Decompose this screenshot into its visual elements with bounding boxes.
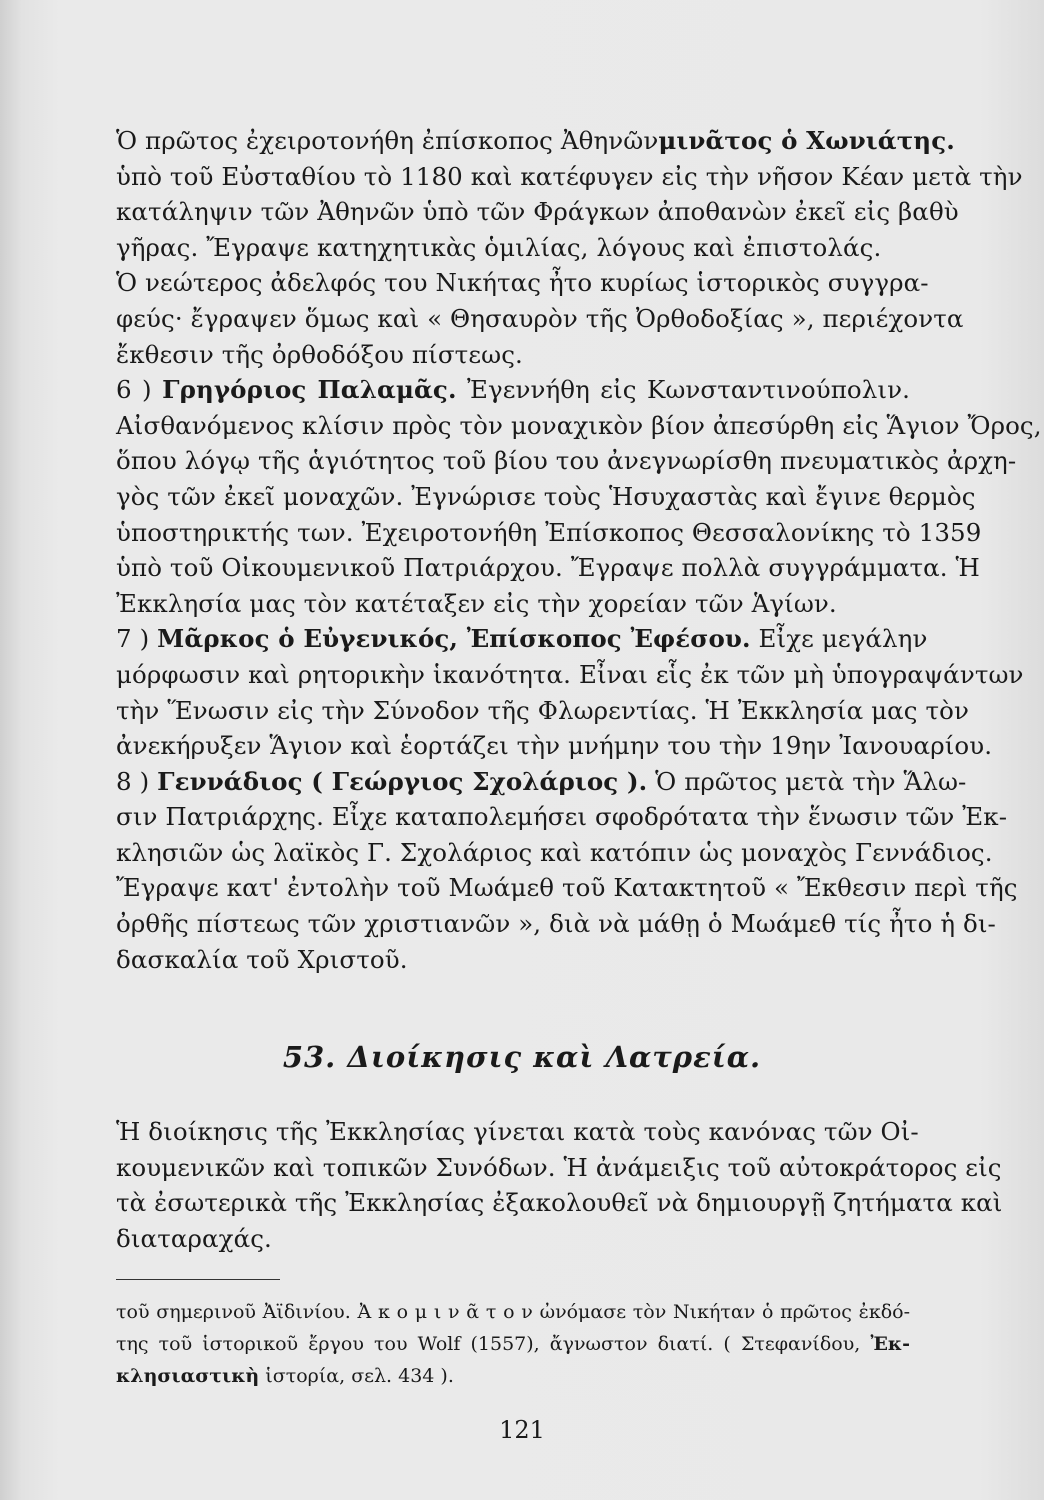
text-run: ὀρθῆς πίστεως τῶν χριστιανῶν », διὰ νὰ μάθῃ ὁ Μωάμεθ τίς ἦτο ἡ δι-	[116, 909, 996, 939]
text-run: Ἐκκλησία μας τὸν κατέταξεν εἰς τὴν χορείαν τῶν Ἁγίων.	[116, 588, 837, 618]
footnote-line	[116, 1296, 910, 1328]
text-run: Αἰσθανόμενος κλίσιν πρὸς τὸν μοναχικὸν βίον ἀπεσύρθη εἰς Ἅγιον Ὄρος,	[116, 410, 1042, 440]
text-line	[116, 301, 964, 337]
bold-text: Μᾶρκος ὁ Εὐγενικός, Ἐπίσκοπος Ἐφέσου.	[157, 624, 751, 654]
text-run: ὅπου λόγῳ τῆς ἁγιότητος τοῦ βίου του ἀνεγνωρίσθη πνευματικὸς ἀρχη-	[116, 446, 1017, 476]
text-line	[116, 479, 976, 515]
text-run: τὰ ἐσωτερικὰ τῆς Ἐκκλησίας ἐξακολουθεῖ νὰ δημιουργῇ ζητήματα καὶ	[116, 1188, 1003, 1218]
text-line	[116, 835, 993, 871]
section-heading: 53. Διοίκησις καὶ Λατρεία.	[282, 1040, 762, 1074]
text-run: Ὁ πρῶτος ἐχειροτονήθη ἐπίσκοπος Ἀθηνῶν	[116, 126, 659, 155]
text-line	[116, 728, 993, 764]
footnote-divider	[116, 1279, 280, 1280]
text-run: φεύς· ἔγραψεν ὅμως καὶ « Θησαυρὸν τῆς Ὀρθοδοξίας », περιέχοντα	[116, 303, 964, 333]
text-run: ἱστορία, σελ. 434 ).	[259, 1365, 454, 1387]
text-line	[116, 1221, 910, 1257]
text-run: τὴν Ἕνωσιν εἰς τὴν Σύνοδον τῆς Φλωρεντίας. Ἡ Ἐκκλησία μας τὸν	[116, 695, 970, 725]
text-line	[116, 1185, 1003, 1221]
text-run: Ὁ νεώτερος ἀδελφός του Νικήτας ἦτο κυρίως ἱστορικὸς συγγρα-	[116, 268, 929, 298]
text-run: ὑπὸ τοῦ Εὐσταθίου τὸ 1180 καὶ κατέφυγεν εἰς τὴν νῆσον Κέαν μετὰ τὴν	[116, 161, 1023, 191]
text-line	[116, 586, 910, 622]
text-run: σιν Πατριάρχης. Εἶχε καταπολεμήσει σφοδρότατα τὴν ἕνωσιν τῶν Ἐκ-	[116, 802, 1008, 832]
text-line	[116, 337, 910, 373]
text-line	[116, 194, 959, 230]
text-line	[116, 408, 1042, 444]
text-line	[116, 265, 929, 301]
text-run: 6 )	[116, 375, 163, 405]
text-run: 7 )	[116, 624, 158, 654]
text-run: ὑπὸ τοῦ Οἰκουμενικοῦ Πατριάρχου. Ἔγραψε πολλὰ συγγράμματα. Ἡ	[116, 553, 980, 583]
bold-text: Ἐκ-	[870, 1333, 910, 1355]
text-line	[116, 1114, 919, 1150]
footnote-line	[116, 1328, 910, 1360]
text-run: ἀνεκήρυξεν Ἅγιον καὶ ἑορτάζει τὴν μνήμην του τὴν 19ην Ἰανουαρίου.	[116, 731, 993, 761]
text-line	[116, 159, 1023, 195]
footnote	[116, 1296, 910, 1392]
text-run: ὑποστηρικτής των. Ἐχειροτονήθη Ἐπίσκοπος Θεσσαλονίκης τὸ 1359	[116, 517, 982, 547]
text-line	[116, 799, 1008, 835]
bold-text: Γρηγόριος Παλαμᾶς.	[162, 375, 457, 405]
text-line	[116, 764, 967, 800]
text-run: 8 )	[116, 766, 158, 796]
text-run: διαταραχάς.	[116, 1223, 272, 1253]
body-text	[116, 123, 1042, 977]
text-line	[116, 621, 928, 657]
text-line	[116, 1150, 1002, 1186]
text-run: κλησιῶν ὡς λαϊκὸς Γ. Σχολάριος καὶ κατόπιν ὡς μοναχὸς Γεννάδιος.	[116, 837, 993, 867]
text-line	[116, 550, 980, 586]
text-line	[116, 230, 910, 266]
text-line	[116, 942, 910, 978]
text-line	[116, 693, 970, 729]
text-run: Ἔγραψε κατ' ἐντολὴν τοῦ Μωάμεθ τοῦ Κατακτητοῦ « Ἔκθεσιν περὶ τῆς	[116, 873, 1018, 903]
text-run: τοῦ σημερινοῦ Ἀϊδινίου. Ἀ κ ο μ ι ν ᾶ τ ο ν ὠνόμασε τὸν Νικήταν ὁ πρῶτος ἐκδό-	[116, 1301, 910, 1323]
text-line	[116, 906, 996, 942]
text-line	[116, 870, 1018, 906]
bold-text: Γεννάδιος ( Γεώργιος Σχολάριος ).	[157, 766, 648, 796]
bold-text: μινᾶτος ὁ Χωνιάτης.	[658, 126, 955, 155]
text-line	[116, 123, 955, 159]
text-line	[116, 657, 1024, 693]
text-line	[116, 515, 982, 551]
footnote-line	[116, 1360, 910, 1392]
text-run: κατάληψιν τῶν Ἀθηνῶν ὑπὸ τῶν Φράγκων ἀποθανὼν ἐκεῖ εἰς βαθὺ	[116, 197, 959, 227]
text-run: ἔκθεσιν τῆς ὀρθοδόξου πίστεως.	[116, 339, 523, 369]
text-line	[116, 372, 910, 408]
text-run: Ἡ διοίκησις τῆς Ἐκκλησίας γίνεται κατὰ τοὺς κανόνας τῶν Οἰ-	[116, 1117, 919, 1146]
text-run: Ὁ πρῶτος μετὰ τὴν Ἅλω-	[647, 766, 967, 796]
text-run: κουμενικῶν καὶ τοπικῶν Συνόδων. Ἡ ἀνάμειξις τοῦ αὐτοκράτορος εἰς	[116, 1152, 1002, 1182]
text-run: Εἶχε μεγάλην	[750, 624, 928, 654]
text-run: δασκαλία τοῦ Χριστοῦ.	[116, 944, 408, 974]
text-run: Ἐγεννήθη εἰς Κωνσταντινούπολιν.	[456, 375, 911, 405]
text-run: γῆρας. Ἔγραψε κατηχητικὰς ὁμιλίας, λόγους καὶ ἐπιστολάς.	[116, 232, 882, 262]
bold-text: κλησιαστικὴ	[116, 1365, 260, 1387]
text-run: μόρφωσιν καὶ ρητορικὴν ἱκανότητα. Εἶναι εἷς ἐκ τῶν μὴ ὑπογραψάντων	[116, 659, 1024, 689]
administration-paragraph	[116, 1114, 1003, 1256]
page-number: 121	[499, 1416, 545, 1444]
text-run: της τοῦ ἱστορικοῦ ἔργου του Wolf (1557), ἄγνωστον διατί. ( Στεφανίδου,	[116, 1333, 871, 1355]
text-line	[116, 443, 1017, 479]
text-run: γὸς τῶν ἐκεῖ μοναχῶν. Ἐγνώρισε τοὺς Ἡσυχαστὰς καὶ ἔγινε θερμὸς	[116, 481, 976, 511]
